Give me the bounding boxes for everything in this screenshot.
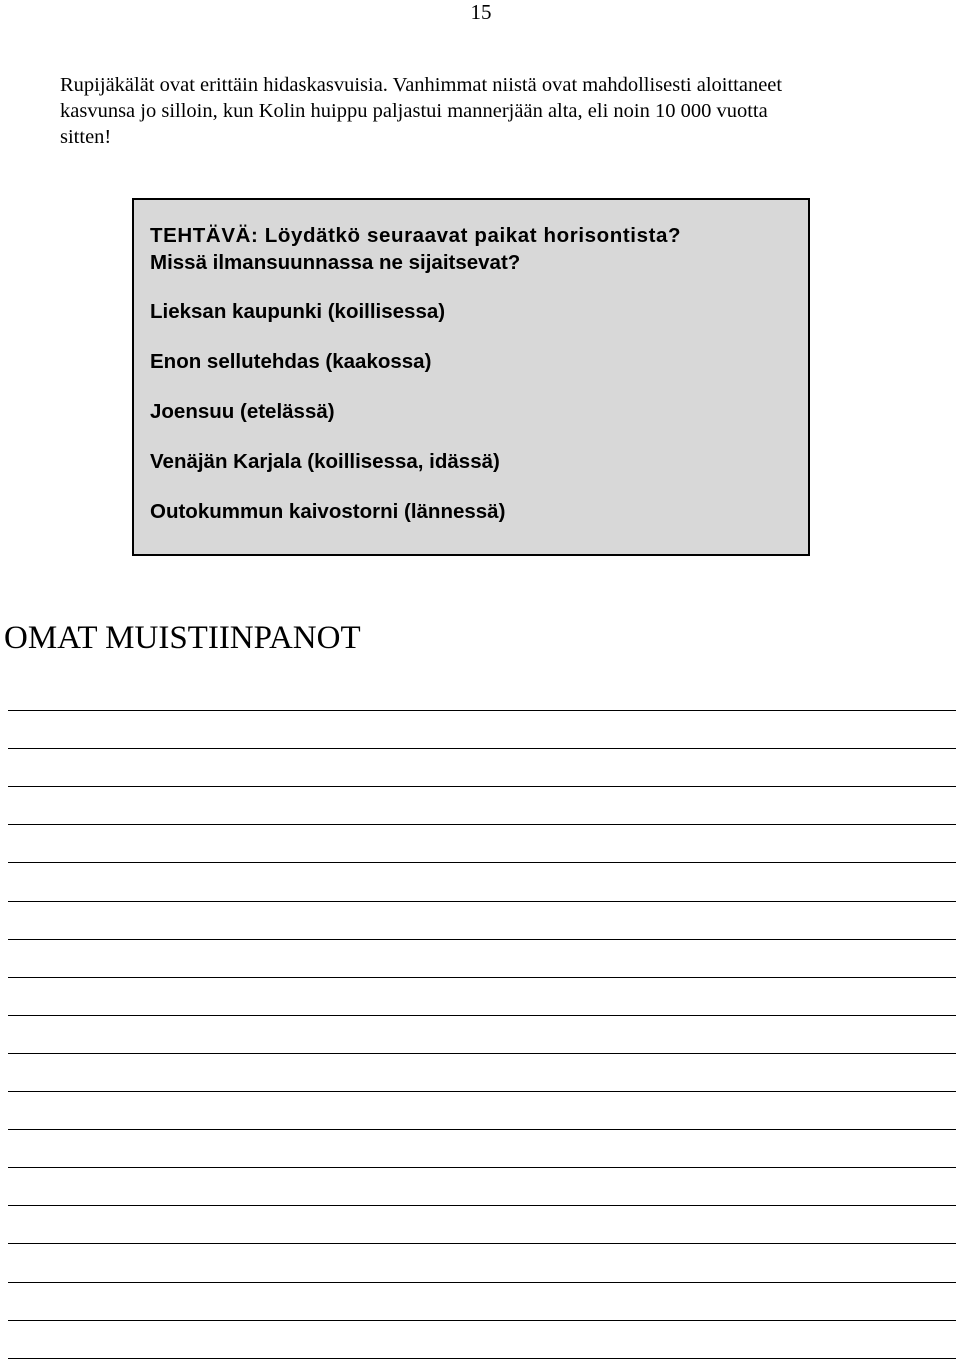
task-box (132, 198, 810, 556)
intro-line: kasvunsa jo silloin, kun Kolin huippu paljastui mannerjään alta, eli noin 10 000 vuotta (60, 100, 768, 122)
note-line (8, 1205, 956, 1206)
note-line (8, 977, 956, 978)
place-item-karjala: Venäjän Karjala (koillisessa, idässä) (150, 450, 500, 473)
note-line (8, 824, 956, 825)
note-line (8, 1053, 956, 1054)
note-line (8, 748, 956, 749)
page-number: 15 (470, 0, 492, 24)
place-item-eno: Enon sellutehdas (kaakossa) (150, 350, 432, 373)
note-line (8, 939, 956, 940)
place-item-joensuu: Joensuu (etelässä) (150, 400, 335, 423)
task-heading-line: TEHTÄVÄ: Löydätkö seuraavat paikat horisontista? (150, 224, 682, 247)
note-line (8, 1358, 956, 1359)
intro-line: sitten! (60, 126, 112, 148)
note-line (8, 1129, 956, 1130)
note-line (8, 1015, 956, 1016)
note-line (8, 901, 956, 902)
note-line (8, 710, 956, 711)
note-line (8, 786, 956, 787)
task-heading (150, 222, 681, 276)
note-line (8, 862, 956, 863)
intro-paragraph (60, 72, 960, 150)
intro-line: Rupijäkälät ovat erittäin hidaskasvuisia. Vanhimmat niistä ovat mahdollisesti aloittaneet (60, 74, 783, 96)
task-heading-line: Missä ilmansuunnassa ne sijaitsevat? (150, 251, 521, 274)
place-item-outokumpu: Outokummun kaivostorni (lännessä) (150, 500, 506, 523)
note-line (8, 1091, 956, 1092)
place-item-lieksa: Lieksan kaupunki (koillisessa) (150, 300, 446, 323)
note-line (8, 1320, 956, 1321)
note-line (8, 1243, 956, 1244)
notes-title: OMAT MUISTIINPANOT (4, 620, 361, 656)
note-line (8, 1282, 956, 1283)
note-line (8, 1167, 956, 1168)
